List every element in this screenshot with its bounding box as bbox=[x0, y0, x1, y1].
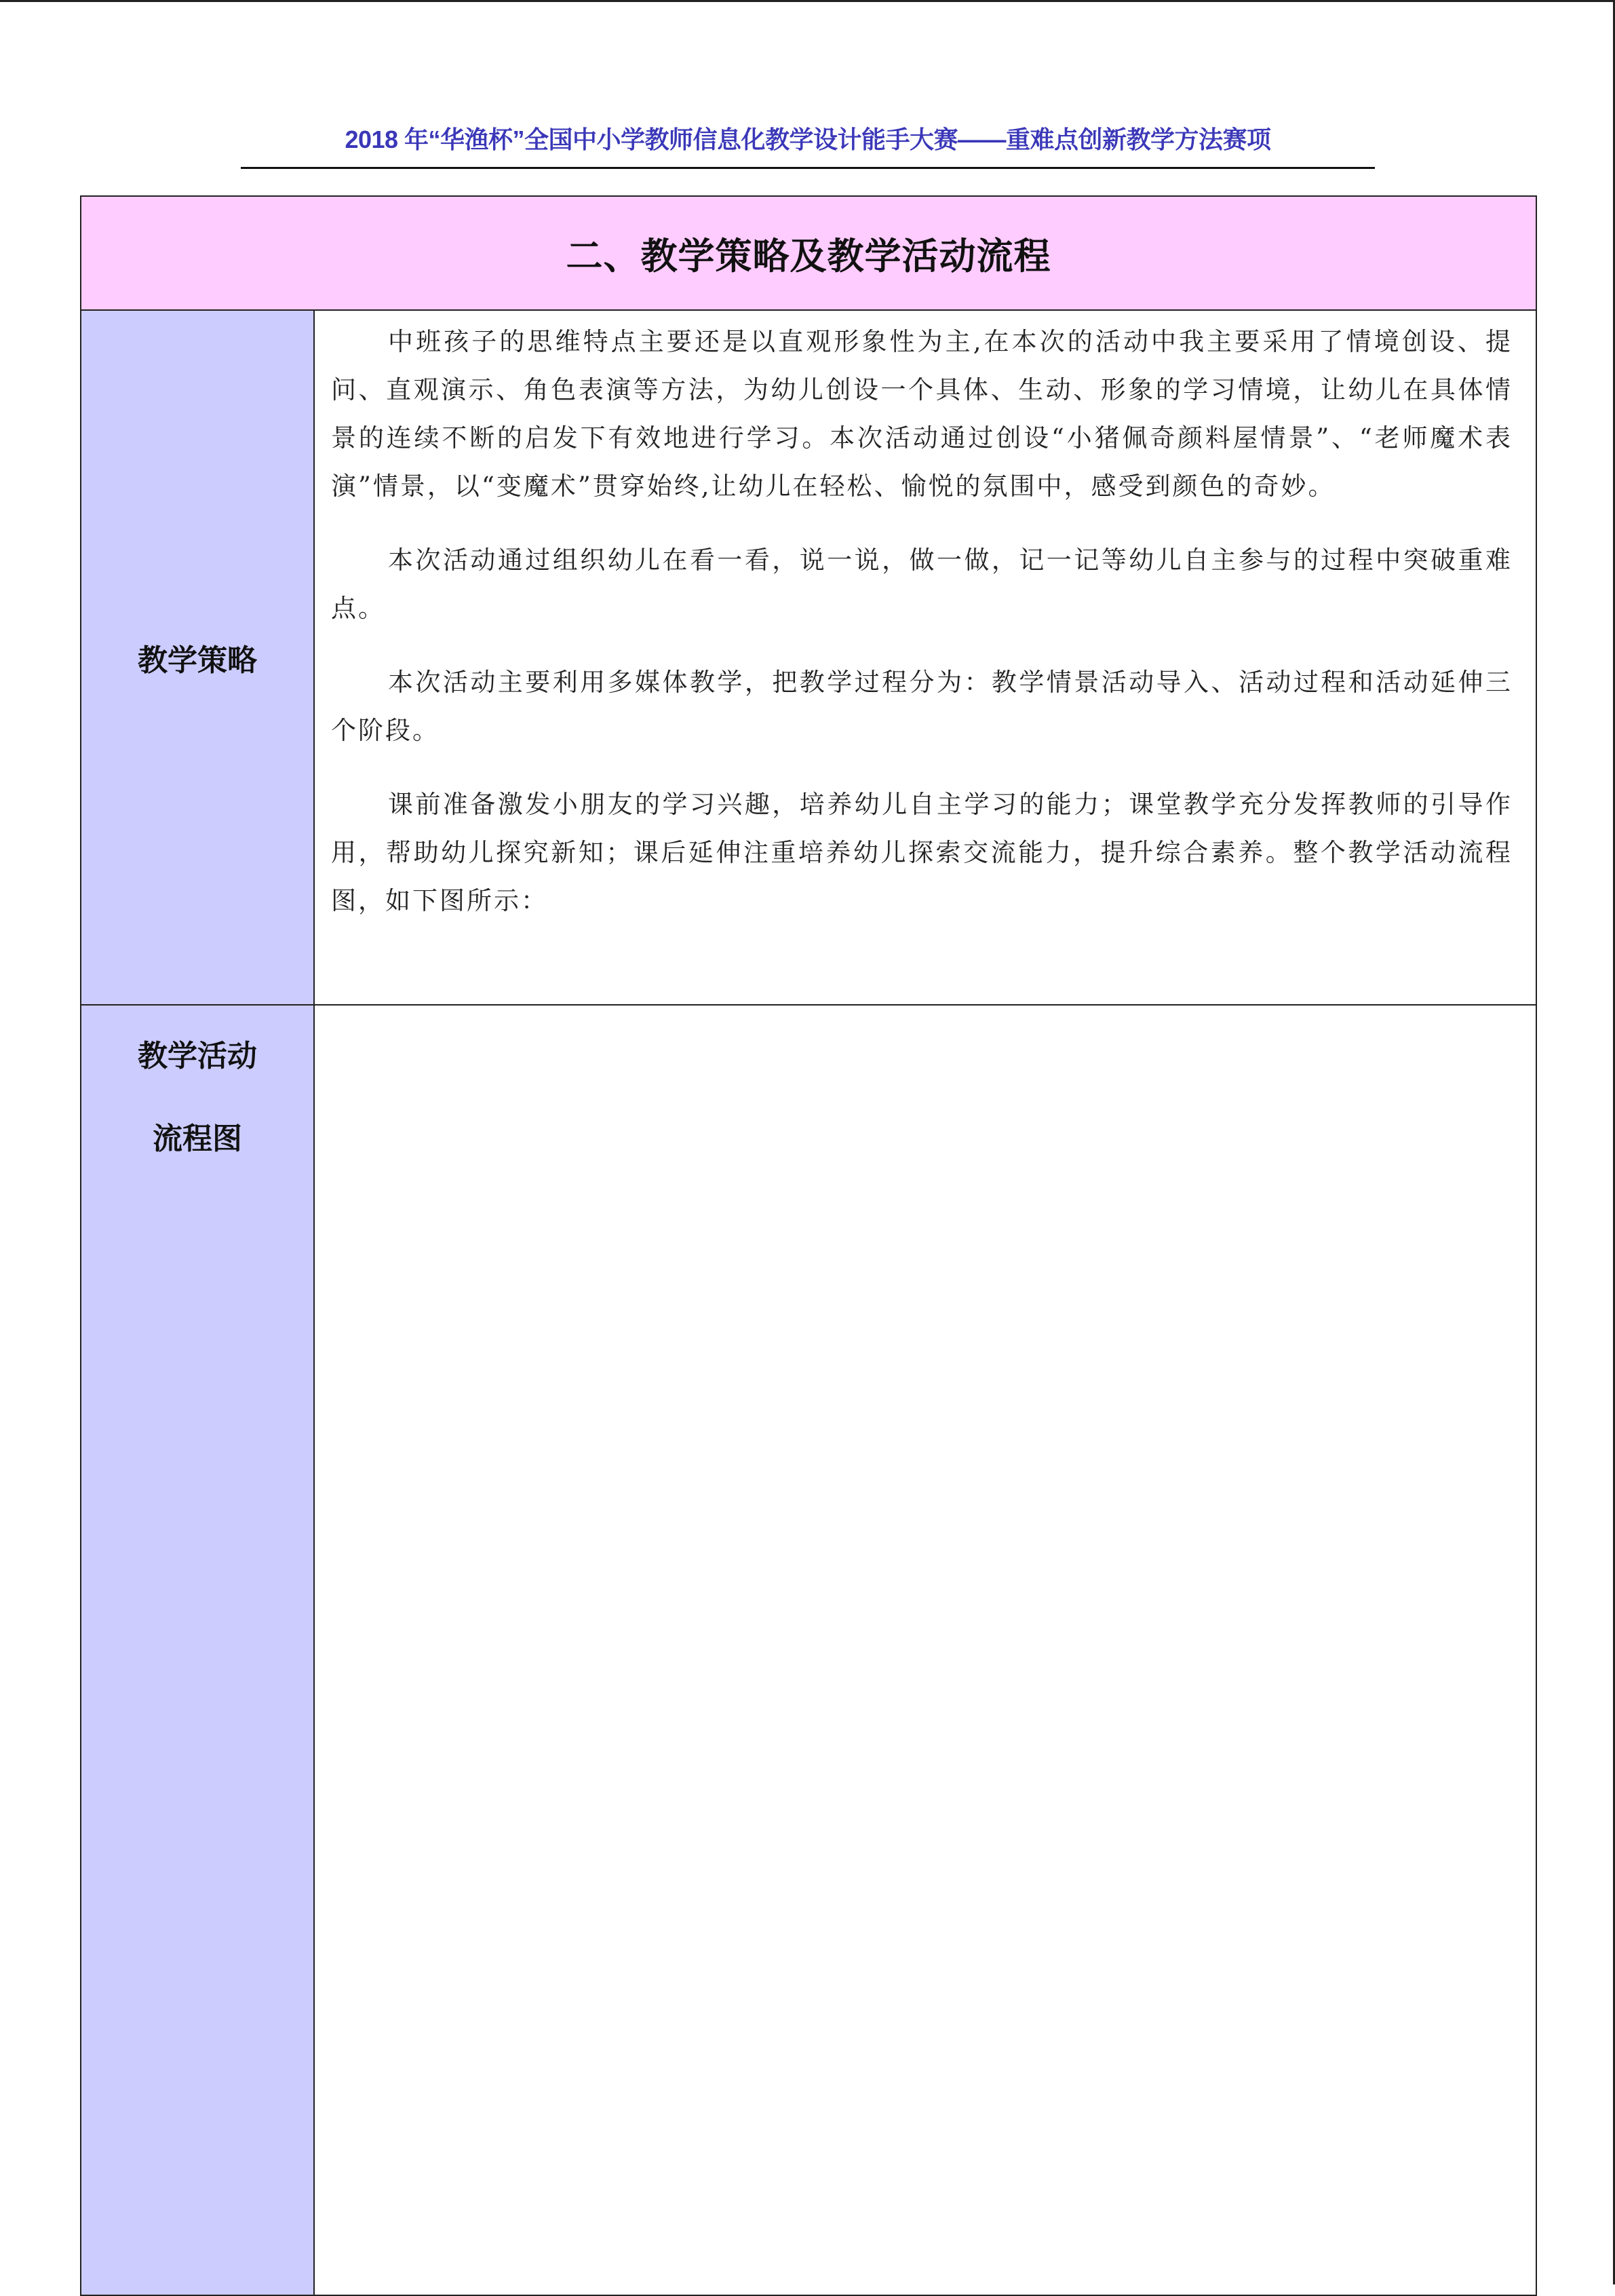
flow-label-cell bbox=[81, 1005, 314, 2295]
strategy-label-cell bbox=[81, 310, 314, 1005]
title-cell bbox=[81, 196, 1536, 310]
strategy-table bbox=[80, 195, 1537, 2296]
strategy-content-cell bbox=[314, 310, 1536, 1005]
header-text: 2018 年“华渔杯”全国中小学教师信息化教学设计能手大赛——重难点创新教学方法赛项 bbox=[345, 126, 1271, 153]
title-row bbox=[81, 196, 1536, 310]
page-border-top bbox=[0, 0, 1615, 2]
strategy-paragraph-1: 中班孩子的思维特点主要还是以直观形象性为主,在本次的活动中我主要采用了情境创设、提问、直观演示、角色表演等方法，为幼儿创设一个具体、生动、形象的学习情境，让幼儿在具体情景的连续不断的启发下有效地进行学习。本次活动通过创设“小猪佩奇颜料屋情景”、“老师魔术表演”情景，以“变魔术”贯穿始终,让幼儿在轻松、愉悦的氛围中，感受到颜色的奇妙。 bbox=[331, 327, 1513, 501]
strategy-row bbox=[81, 310, 1536, 1005]
flow-label-line-2: 流程图 bbox=[153, 1122, 242, 1156]
strategy-paragraph-4: 课前准备激发小朋友的学习兴趣，培养幼儿自主学习的能力；课堂教学充分发挥教师的引导作用，帮助幼儿探究新知；课后延伸注重培养幼儿探索交流能力，提升综合素养。整个教学活动流程图，如下图所示： bbox=[331, 790, 1513, 915]
flow-row bbox=[81, 1005, 1536, 2295]
section-title: 二、教学策略及教学活动流程 bbox=[566, 234, 1051, 278]
flow-label-line-1: 教学活动 bbox=[138, 1039, 257, 1073]
strategy-label: 教学策略 bbox=[138, 643, 257, 678]
strategy-paragraph-3: 本次活动主要利用多媒体教学，把教学过程分为：教学情景活动导入、活动过程和活动延伸三个阶段。 bbox=[331, 668, 1513, 745]
flow-chart-area bbox=[314, 1005, 1536, 2295]
strategy-paragraph-2: 本次活动通过组织幼儿在看一看，说一说，做一做，记一记等幼儿自主参与的过程中突破重难点。 bbox=[331, 546, 1513, 623]
document-header bbox=[241, 121, 1375, 169]
